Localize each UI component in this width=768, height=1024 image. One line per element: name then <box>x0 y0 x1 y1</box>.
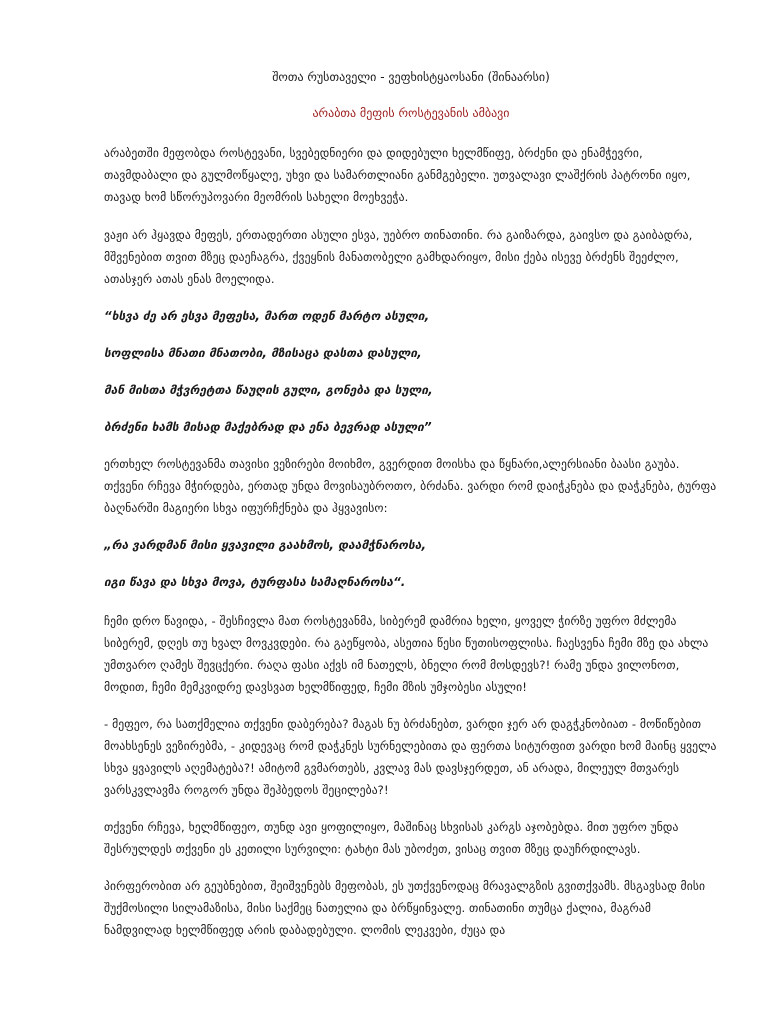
verse-line-1: “ხსვა ძე არ ესვა მეფესა, მართ ოდენ მარტო ასული, <box>104 309 430 323</box>
verse-line-3: მან მისთა მჭვრეტთა წაუღის გული, გონება და სული, <box>104 383 433 397</box>
verse2-line-1: „რა ვარდმან მისი ყვავილი გაახმოს, დაამჭნაროსა, <box>104 538 427 552</box>
paragraph-4: ჩემი დრო წავიდა, - შესჩივლა მათ როსტევანმა, სიბერემ დამრია ხელი, ყოველ ჭირზე უფრო მძლემა სიბერემ, დღეს თუ ხვალ მოვკვდები. რა გაეწყობა, ასეთია წესი წუთისოფლისა. ჩაესვენა ჩემი მზე და ახლა უმთვარო ღამეს შევცქერი. რაღა ფასი აქვს იმ ნათელს, ბნელი რომ მოსდევს?! რამე უნდა ვილონოთ, მოდით, ჩემი მემკვიდრე დავსვათ ხელმწიფედ, ჩემი მზის უმჯობესი ასული! <box>104 614 709 694</box>
document-header: შოთა რუსთაველი - ვეფხისტყაოსანი (შინაარსი) <box>272 70 550 84</box>
verse-line-4: ბრძენი ხამს მისად მაქებრად და ენა ბევრად ასული” <box>104 420 432 434</box>
paragraph-5: - მეფეო, რა სათქმელია თქვენი დაბერება? მაგას ნუ ბრძანებთ, ვარდი ჯერ არ დაგჭკნობიათ - მოწიწებით მოახსენეს ვეზირებმა, - კიდევაც რომ დაჭკნეს სურნელებითა და ფერთა სიტურფით ვარდი ხომ მაინც ყველა სხვა ყვავილს აღემატება?! ამიტომ გვმართებს, კვლავ მას დავსჯერდეთ, ან არადა, მილეულ მთვარეს ვარსკვლავმა როგორ უნდა შეჰბედოს შეცილება?! <box>104 717 717 797</box>
paragraph-2: ვაჟი არ ჰყავდა მეფეს, ერთადერთი ასული ესვა, უებრო თინათინი. რა გაიზარდა, გაივსო და გაიბადრა, მშვენებით თვით მზეც დაეჩაგრა, ქვეყნის მანათობელი გამხდარიყო, მისი ქება ისევე ბრძენს შეეძლო, ათასჯერ ათას ენას მოელიდა. <box>104 228 693 286</box>
document-title: არაბთა მეფის როსტევანის ამბავი <box>312 106 510 120</box>
paragraph-1: არაბეთში მეფობდა როსტევანი, სვებედნიერი და დიდებული ხელმწიფე, ბრძენი და ენამჭევრი, თავმდაბალი და გულმოწყალე, უხვი და სამართლიანი განმგებელი. უთვალავი ლაშქრის პატრონი იყო, თავად ხომ სწორუპოვარი მეომრის სახელი მოეხვეჭა. <box>104 146 691 204</box>
verse2-line-2: იგი წავა და სხვა მოვა, ტურფასა სამაღნაროსა“. <box>104 575 406 589</box>
paragraph-3: ერთხელ როსტევანმა თავისი ვეზირები მოიხმო, გვერდით მოისხა და წყნარი,ალერსიანი ბაასი გაუბა. თქვენი რჩევა მჭირდება, ერთად უნდა მოვისაუბროთო, ბრძანა. ვარდი რომ დაიჭკნება და დაჭკნება, ტურფა ბაღნარში მაგიერი სხვა იფურჩქნება და ჰყვავისო: <box>104 457 717 515</box>
document-page <box>104 68 718 956</box>
paragraph-6: თქვენი რჩევა, ხელმწიფეო, თუნდ ავი ყოფილიყო, მაშინაც სხვისას კარგს აჯობებდა. მით უფრო უნდა შესრულდეს თქვენი ეს კეთილი სურვილი: ტახტი მას უბოძეთ, ვისაც თვით მზეც დაუჩრდილავს. <box>104 820 679 856</box>
verse-line-2: სოფლისა მნათი მნათობი, მზისაცა დასთა დასული, <box>104 346 422 360</box>
paragraph-7: პირფერობით არ გეუბნებით, შეიშვენებს მეფობას, ეს უთქვენოდაც მრავალგზის გვითქვამს. მსგავსად მისი შუქმოსილი სილამაზისა, მისი საქმეც ნათელია და ბრწყინვალე. თინათინი თუმცა ქალია, მაგრამ ნამდვილად ხელმწიფედ არის დაბადებული. ლომის ლეკვები, ძუცა და <box>104 879 706 937</box>
